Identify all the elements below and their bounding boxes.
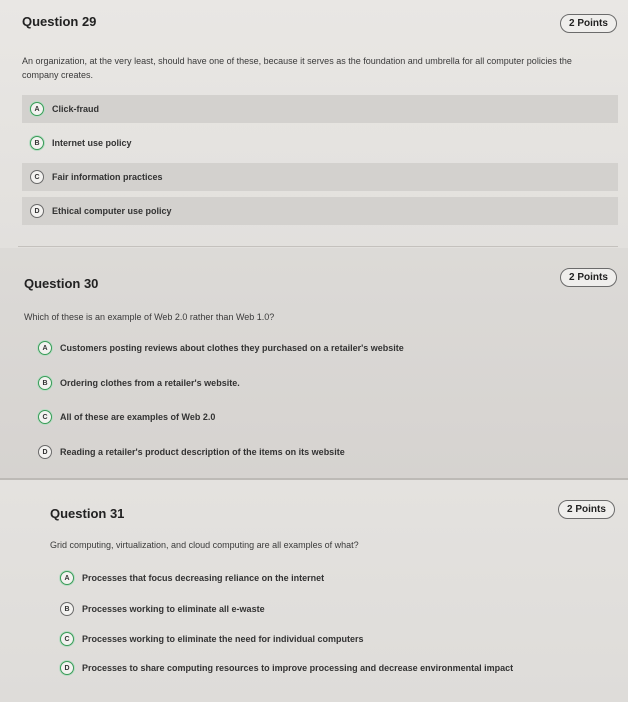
- question-title: Question 31: [50, 506, 125, 521]
- question-prompt: Which of these is an example of Web 2.0 rather than Web 1.0?: [24, 312, 275, 322]
- option-text: Reading a retailer's product description of the items on its website: [60, 447, 345, 457]
- option-letter-a: A: [30, 102, 44, 116]
- option-text: Processes working to eliminate the need for individual computers: [82, 634, 364, 644]
- option-text: All of these are examples of Web 2.0: [60, 412, 216, 422]
- divider: [18, 246, 618, 247]
- option-text: Customers posting reviews about clothes they purchased on a retailer's website: [60, 343, 404, 353]
- option-text: Fair information practices: [52, 172, 163, 182]
- points-badge: 2 Points: [558, 500, 615, 519]
- option-letter-b: B: [30, 136, 44, 150]
- option-letter-d: D: [30, 204, 44, 218]
- option-a[interactable]: [22, 95, 618, 123]
- option-letter-c: C: [60, 632, 74, 646]
- option-b[interactable]: [52, 595, 602, 623]
- option-c[interactable]: [30, 403, 590, 431]
- question-prompt: Grid computing, virtualization, and cloud computing are all examples of what?: [50, 540, 359, 550]
- option-c[interactable]: [22, 163, 618, 191]
- option-text: Processes to share computing resources to improve processing and decrease environmental impact: [82, 663, 514, 673]
- option-b[interactable]: [30, 369, 590, 397]
- option-b[interactable]: [22, 129, 618, 157]
- question-30-card: [0, 248, 628, 478]
- points-badge: 2 Points: [560, 268, 617, 287]
- option-letter-c: C: [30, 170, 44, 184]
- option-letter-b: B: [60, 602, 74, 616]
- option-text: Ordering clothes from a retailer's website.: [60, 378, 240, 388]
- option-letter-a: A: [60, 571, 74, 585]
- option-d[interactable]: [52, 654, 602, 682]
- option-letter-d: D: [60, 661, 74, 675]
- option-text: Internet use policy: [52, 138, 132, 148]
- option-a[interactable]: [52, 564, 602, 592]
- option-c[interactable]: [52, 625, 602, 653]
- option-d[interactable]: [22, 197, 618, 225]
- question-31-card: [0, 478, 628, 702]
- option-text: Processes that focus decreasing reliance on the internet: [82, 573, 325, 583]
- question-prompt: An organization, at the very least, should have one of these, because it serves as the foundation and umbrella for all computer policies the company creates.: [22, 56, 572, 80]
- option-letter-b: B: [38, 376, 52, 390]
- option-a[interactable]: [30, 334, 590, 362]
- option-text: Processes working to eliminate all e-waste: [82, 604, 265, 614]
- option-d[interactable]: [30, 438, 590, 466]
- option-text: Click-fraud: [52, 104, 100, 114]
- option-text: Ethical computer use policy: [52, 206, 172, 216]
- question-title: Question 30: [24, 276, 99, 291]
- option-letter-c: C: [38, 410, 52, 424]
- points-badge: 2 Points: [560, 14, 617, 33]
- question-title: Question 29: [22, 14, 97, 29]
- question-29-card: [0, 0, 628, 248]
- option-letter-a: A: [38, 341, 52, 355]
- option-letter-d: D: [38, 445, 52, 459]
